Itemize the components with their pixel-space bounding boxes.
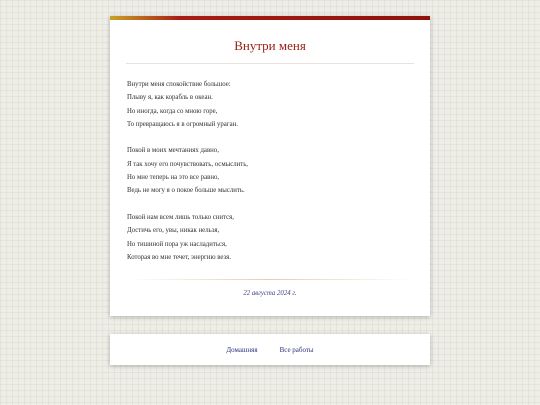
poem-card (110, 16, 430, 316)
stanza-2 (127, 144, 248, 197)
poem-line: Ведь не могу я о покое больше мыслить. (127, 187, 245, 195)
poem-line: Достичь его, увы, никак нельзя, (127, 227, 220, 235)
footer-nav (110, 334, 430, 365)
poem-line: Но иногда, когда со мною горе, (127, 107, 218, 115)
stanza-1 (127, 78, 248, 131)
poem-line: Покой в моих мечтаниях давно, (127, 147, 219, 155)
poem-line: Я так хочу его почувствовать, осмыслить, (127, 160, 249, 168)
home-link[interactable]: Домашняя (226, 345, 258, 354)
poem-title: Внутри меня (234, 38, 306, 53)
poem-line: Но мне теперь на это все равно, (127, 174, 220, 182)
stanza-3 (127, 211, 248, 264)
all-works-link[interactable]: Все работы (279, 345, 314, 354)
poem-body (127, 78, 248, 277)
accent-bar (110, 16, 430, 20)
poem-date: 22 августа 2024 г. (243, 290, 297, 297)
poem-line: Которая во мне течет, энергию везя. (127, 253, 232, 261)
poem-line: Но тишиной пора уж насладиться, (127, 240, 227, 248)
poem-line: Плыву я, как корабль в океан. (127, 94, 213, 102)
date-divider (128, 279, 412, 280)
poem-line: Внутри меня спокойствие большое: (127, 81, 231, 88)
poem-line: То превращаюсь я в огромный ураган. (127, 120, 238, 128)
title-divider (126, 63, 414, 64)
poem-line: Покой нам всем лишь только снится, (127, 213, 234, 221)
